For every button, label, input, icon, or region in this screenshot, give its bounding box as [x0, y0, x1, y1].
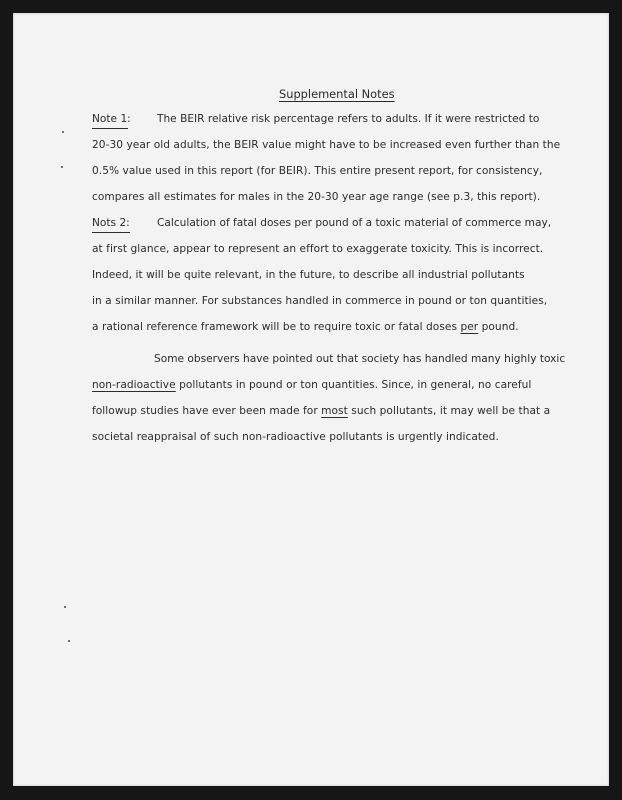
para-3-line-2-text: pollutants in pound or ton quantities. Since, in general, no careful [175, 379, 532, 391]
emphasis-most: most [321, 405, 348, 417]
note-2-line-5-text: a rational reference framework will be to require toxic or fatal doses [92, 321, 461, 333]
note-1-line-4: compares all estimates for males in the 20-30 year age range (see p.3, this report). [92, 191, 541, 203]
note-1-label: Note 1: [92, 113, 131, 125]
scan-speck [62, 131, 64, 133]
scan-speck [68, 640, 70, 642]
note-2-line-3: Indeed, it will be quite relevant, in the future, to describe all industrial pollutants [92, 269, 525, 281]
note-2-line-4: in a similar manner. For substances handled in commerce in pound or ton quantities, [92, 295, 548, 307]
emphasis-non-radioactive: non-radioactive [92, 379, 176, 391]
note-2-line-2: at first glance, appear to represent an effort to exaggerate toxicity. This is incorrect. [92, 243, 544, 255]
note-2-line-5 [92, 321, 519, 333]
note-1-line-2: 20-30 year old adults, the BEIR value might have to be increased even further than the [92, 139, 561, 151]
note-2-line-5-end: pound. [478, 321, 519, 333]
emphasis-per: per [460, 321, 479, 333]
scan-speck [64, 606, 66, 608]
para-3-line-2 [92, 379, 531, 391]
note-1-label-underline [92, 128, 128, 129]
para-3-line-3-end: such pollutants, it may well be that a [347, 405, 551, 417]
page-title: Supplemental Notes [279, 87, 395, 101]
scan-speck [61, 166, 63, 168]
para-3-line-3-text: followup studies have ever been made for [92, 405, 322, 417]
note-1-line-3: 0.5% value used in this report (for BEIR). This entire present report, for consistency, [92, 165, 543, 177]
note-2-label: Nots 2: [92, 217, 130, 229]
note-1-line-1: The BEIR relative risk percentage refers to adults. If it were restricted to [157, 113, 540, 125]
para-3-line-1: Some observers have pointed out that society has handled many highly toxic [154, 353, 566, 365]
note-2-label-underline [92, 232, 130, 233]
note-2-line-1: Calculation of fatal doses per pound of a toxic material of commerce may, [157, 217, 552, 229]
para-3-line-3 [92, 405, 550, 417]
para-3-line-4: societal reappraisal of such non-radioactive pollutants is urgently indicated. [92, 431, 499, 443]
